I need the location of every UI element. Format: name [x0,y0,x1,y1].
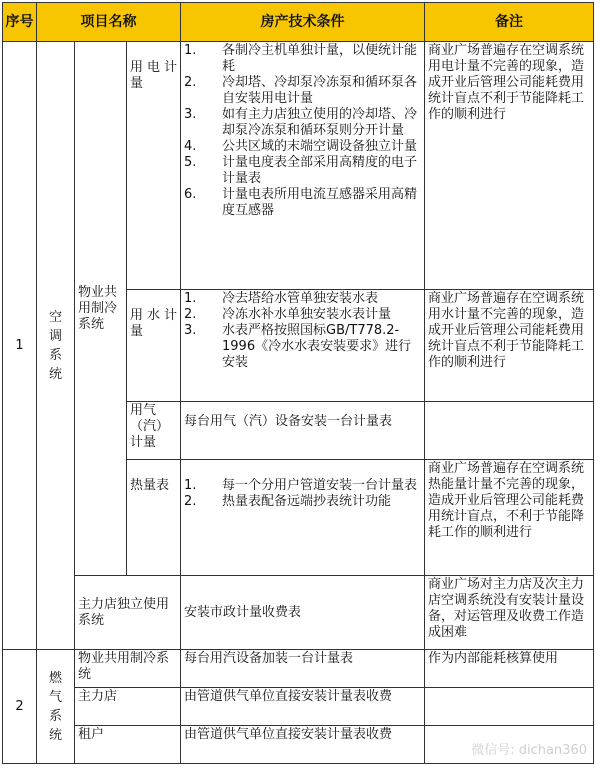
list-item [184,155,421,187]
row1-num: 1 [3,42,37,650]
anchor-label: 主力店独立使用系统 [75,576,181,650]
list-number: 2. [184,307,196,323]
list-number: 2. [184,75,196,91]
water-label: 用水计量 [127,290,181,402]
elec-label: 用电计量 [127,42,181,290]
list-text: 计量电度表全部采用高精度的电子计量表 [222,155,417,186]
heat-label: 热量表 [127,460,181,576]
list-number: 3. [184,323,196,339]
list-number: 1. [184,478,196,494]
list-text: 水表严格按照国标GB/T778.2-1996《冷水水表安装要求》进行安装 [222,323,411,370]
list-text: 冷去塔给水管单独安装水表 [222,291,378,306]
gas-system-row-2 [3,688,594,726]
gas-sys-name-2: 主力店 [75,688,181,726]
gas-cond: 每台用气（汽）设备安装一台计量表 [181,402,425,460]
row2-num: 2 [3,650,37,764]
water-list [184,291,421,371]
row1-shared: 物业共用制冷系统 [75,42,127,576]
list-item [184,323,421,371]
water-note: 商业广场普遍存在空调系统用水计量不完善的现象，造成开业后管理公司能耗费用统计盲点不利于节能降耗工作的顺利进行 [425,290,594,402]
list-item [184,139,421,155]
header-cond: 房产技术条件 [181,3,425,42]
list-text: 冷冻水补水单独安装水表计量 [222,307,391,322]
list-number: 3. [184,107,196,123]
gas-note [425,402,594,460]
list-number: 1. [184,291,196,307]
watermark: 微信号: dichan360 [471,739,587,758]
heat-note: 商业广场普遍存在空调系统热能量计量不完善的现象，造成开业后管理公司能耗费用统计盲点，不利于节能降耗工作的顺利进行 [425,460,594,576]
anchor-cond: 安装市政计量收费表 [181,576,425,650]
gas-sys-cond-1: 每台用汽设备加装一台计量表 [181,650,425,688]
list-item [184,291,421,307]
list-number: 2. [184,494,196,510]
elec-note: 商业广场普遍存在空调系统用电计量不完善的现象，造成开业后管理公司能耗费用统计盲点不利于节能降耗工作的顺利进行 [425,42,594,290]
list-item [184,307,421,323]
list-text: 冷却塔、冷却泵冷冻泵和循环泵各自安装用电计量 [222,75,417,106]
gas-sys-name-3: 租户 [75,726,181,764]
heat-list [184,478,421,510]
list-number: 4. [184,139,196,155]
elec-list [184,43,421,219]
header-name: 项目名称 [37,3,181,42]
list-text: 计量电表所用电流互感器采用高精度互感器 [222,187,417,218]
list-item [184,75,421,107]
list-text: 公共区域的末端空调设备独立计量 [222,139,417,154]
list-text: 各制冷主机单独计量，以便统计能耗 [222,43,417,74]
list-item [184,107,421,139]
header-num: 序号 [3,3,37,42]
list-number: 5. [184,155,196,171]
row1-system: 空调系统 [37,42,75,650]
list-text: 每一个分用户管道安装一台计量表 [222,478,417,493]
ac-elec-row [3,42,594,290]
list-text: 如有主力店独立使用的冷却塔、冷却泵冷冻泵和循环泵则分开计量 [222,107,417,138]
header-note: 备注 [425,3,594,42]
list-text: 热量表配备远端抄表统计功能 [222,494,391,509]
gas-sys-note-2 [425,688,594,726]
anchor-note: 商业广场对主力店及次主力店空调系统没有安装计量设备，对运管理及收费工作造成困难 [425,576,594,650]
elec-cond [181,42,425,290]
ac-anchor-row [3,576,594,650]
list-number: 1. [184,43,196,59]
list-number: 6. [184,187,196,203]
gas-sys-cond-3: 由管道供气单位直接安装计量表收费 [181,726,425,764]
gas-label: 用气（汽）计量 [127,402,181,460]
water-cond [181,290,425,402]
row2-system: 燃气系统 [37,650,75,764]
gas-sys-cond-2: 由管道供气单位直接安装计量表收费 [181,688,425,726]
gas-system-row-1 [3,650,594,688]
heat-cond [181,460,425,576]
header-row [3,3,594,42]
list-item [184,43,421,75]
list-item [184,494,421,510]
gas-sys-name-1: 物业共用制冷系统 [75,650,181,688]
spec-table [2,2,594,764]
list-item [184,187,421,219]
list-item [184,478,421,494]
gas-sys-note-1: 作为内部能耗核算使用 [425,650,594,688]
